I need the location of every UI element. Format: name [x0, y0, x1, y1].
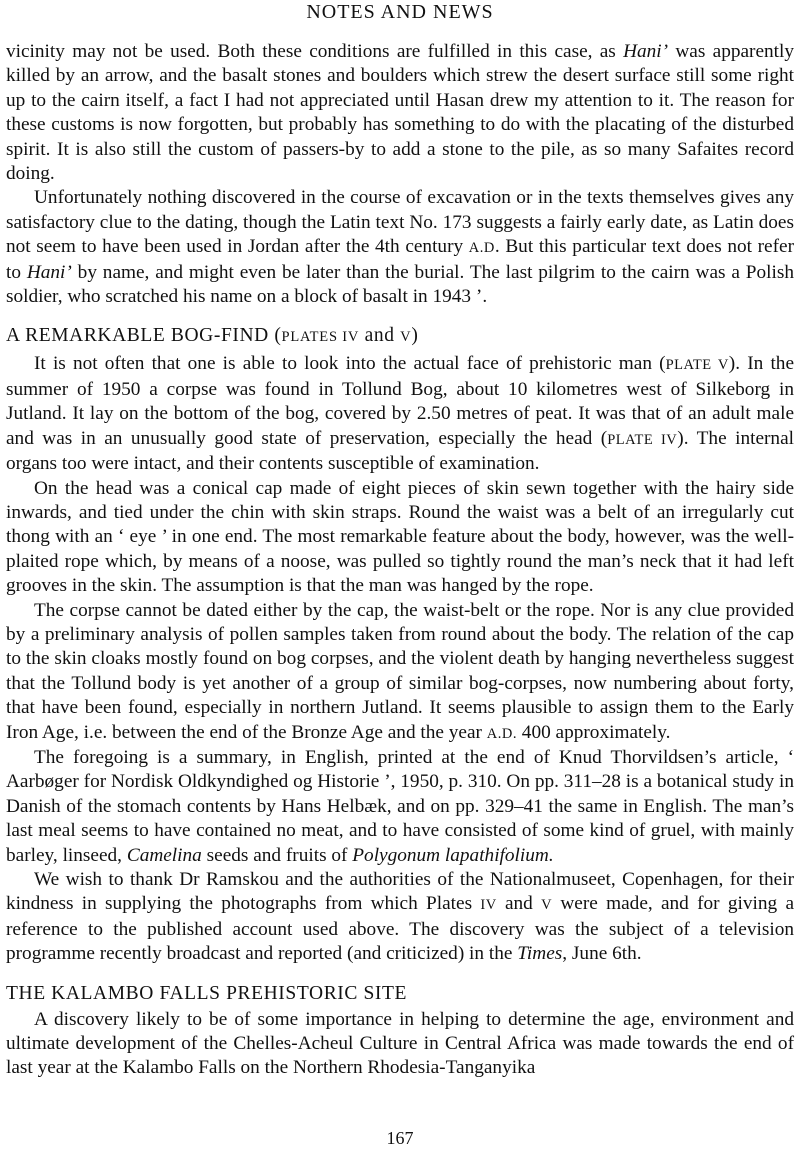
plate-reference: PLATE IV	[607, 431, 678, 448]
paragraph-bog-5	[6, 868, 794, 967]
plate-reference: PLATE V	[665, 357, 729, 374]
text-run: ). The internal organs too were intact, and their contents susceptible of examination.	[6, 427, 794, 475]
text-run: were made, and for giving a reference to the published account used above. The discovery was the subject of a television programme recently broadcast and reported (and criticized) in the	[6, 893, 794, 965]
text-run: . But this particular text does not refer to	[6, 236, 794, 283]
running-head: NOTES AND NEWS	[306, 1, 494, 23]
small-caps-text: A.D	[468, 240, 495, 257]
plate-reference: V	[400, 329, 412, 346]
paragraph-bog-1	[6, 352, 794, 476]
article-body	[6, 40, 794, 1081]
paragraph-bog-2: On the head was a conical cap made of eight pieces of skin sewn together with the hairy side inwards, and tied under the chin with skin straps. Round the waist was a belt of an irregularly cut thong with an ‘ eye ’ in one end. The most remarkable feature about the body, however, was the well-plaited rope which, by means of a noose, was pulled so tightly round the man’s neck that it had left grooves in the skin. The assumption is that the man was hanged by the rope.	[6, 477, 794, 597]
italic-name: Hani’	[623, 41, 669, 62]
paragraph-kalambo-1: A discovery likely to be of some importance in helping to determine the age, environment and ultimate development of the Chelles-Acheul Culture in Central Africa was made towards the end of last year at the Kalambo Falls on the Northern Rhodesia-Tanganyika	[6, 1008, 794, 1079]
plate-reference: V	[541, 897, 553, 914]
section-heading-kalambo: THE KALAMBO FALLS PREHISTORIC SITE	[6, 982, 408, 1004]
small-caps-text: A.D.	[486, 725, 517, 742]
plate-reference: PLATES IV	[281, 329, 360, 346]
paragraph-intro-1	[6, 40, 794, 186]
plate-reference: IV	[480, 897, 497, 914]
text-run: vicinity may not be used. Both these conditions are fulfilled in this case, as	[6, 41, 624, 62]
heading-text: (	[268, 325, 282, 347]
heading-text: )	[411, 325, 419, 347]
italic-name: Camelina	[126, 844, 202, 866]
paragraph-bog-3	[6, 599, 794, 746]
text-run: The foregoing is a summary, in English, printed at the end of Knud Thorvildsen’s article, ‘ Aarbøger for Nordisk Oldkyndighed og Historie ’, 1950, p. 310. On pp. 311–28 is a botanical study in Danish of the stomach contents by Hans Helbæk, and on pp. 329–41 the same in English. The man’s last meal seems to have contained no meat, and to have consisted of some kind of gruel, with mainly barley, linseed,	[6, 746, 794, 866]
text-run: It is not often that one is able to look into the actual face of prehistoric man (	[34, 353, 666, 375]
text-run: 400 approximately.	[516, 721, 671, 743]
section-heading-bog-find	[6, 323, 794, 350]
text-run: Unfortunately nothing discovered in the course of excavation or in the texts themselves gives any satisfactory clue to the dating, though the Latin text No. 173 suggests a fairly early date, as Latin does not seem to have been used in Jordan after the 4th century	[6, 187, 794, 258]
heading-text: A REMARKABLE BOG-FIND	[6, 325, 269, 347]
text-run: was apparently killed by an arrow, and the basalt stones and boulders which strew the desert surface still some right up to the cairn itself, a fact I had not appreciated until Hasan drew my attention to it. The reason for these customs is now forgotten, but probably has something to do with the placating of the disturbed spirit. It is also still the custom of passers-by to add a stone to the pile, as so many Safaites record doing.	[6, 41, 795, 185]
italic-name: Polygonum lapathifolium.	[352, 844, 554, 866]
text-run: ). In the summer of 1950 a corpse was found in Tollund Bog, about 10 kilometres west of Silkeborg in Jutland. It lay on the bottom of the bog, covered by 2.50 metres of peat. It was that of an adult male and was in an unusually good state of preservation, especially the head (	[6, 353, 794, 449]
paragraph-intro-2	[6, 186, 794, 309]
paragraph-bog-4	[6, 746, 794, 868]
italic-name: Times	[517, 943, 563, 965]
text-run: and	[496, 893, 542, 915]
page-number: 167	[386, 1128, 414, 1148]
text-run: We wish to thank Dr Ramskou and the authorities of the Nationalmuseet, Copenhagen, for their kindness in supplying the photographs from which Plates	[6, 869, 794, 915]
italic-name: Hani’	[26, 261, 72, 283]
text-run: The corpse cannot be dated either by the cap, the waist-belt or the rope. Nor is any clue provided by a preliminary analysis of pollen samples taken from round about the body. The relation of the cap to the skin cloaks mostly found on bog corpses, and the violent death by hanging nevertheless suggest that the Tollund body is yet another of a group of similar bog-corpses, now numbering about forty, that have been found, especially in northern Jutland. It seems plausible to assign them to the Early Iron Age, i.e. between the end of the Bronze Age and the year	[6, 599, 794, 743]
heading-text: and	[359, 325, 401, 347]
text-run: seeds and fruits of	[201, 844, 353, 866]
text-run: , June 6th.	[562, 943, 642, 965]
text-run: by name, and might even be later than the burial. The last pilgrim to the cairn was a Polish soldier, who scratched his name on a block of basalt in 1943 ’.	[6, 261, 794, 308]
